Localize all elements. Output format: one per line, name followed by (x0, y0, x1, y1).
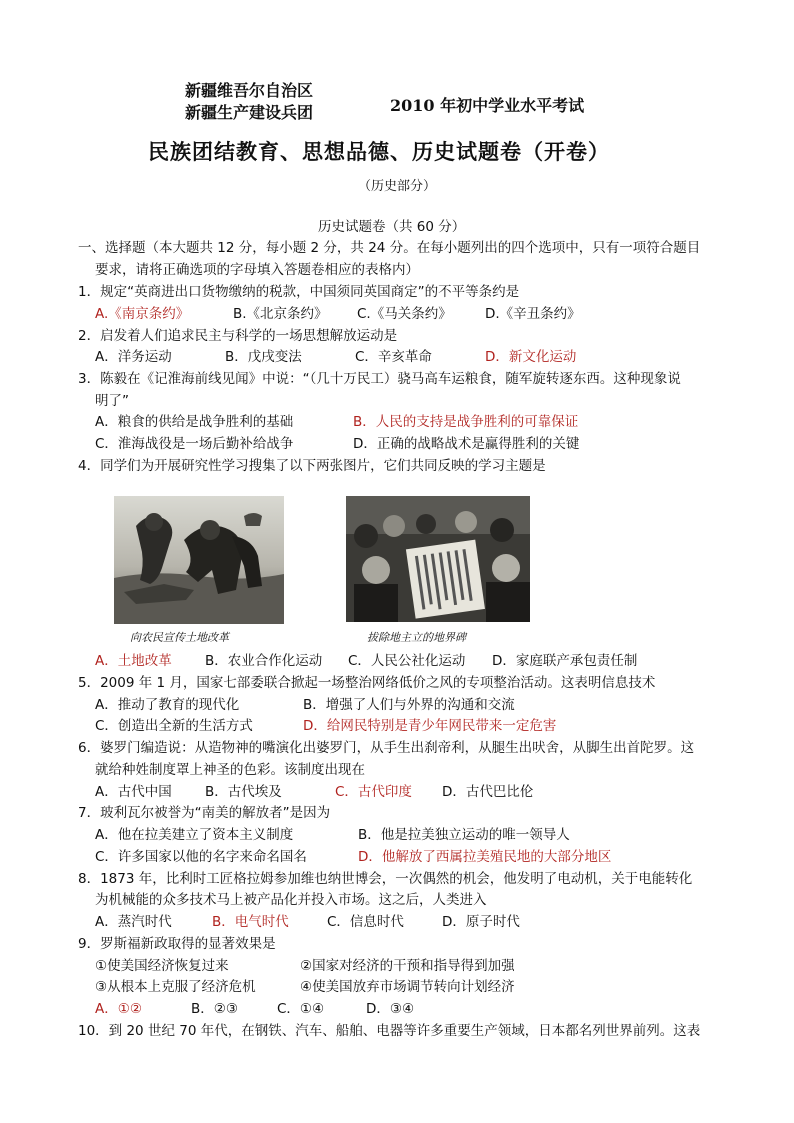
section-intro-line-2: 要求，请将正确选项的字母填入答题卷相应的表格内） (95, 262, 419, 278)
q2-option-d: D．新文化运动 (485, 349, 577, 365)
q4-option-d: D．家庭联产承包责任制 (492, 653, 638, 669)
q1-option-d: D.《辛丑条约》 (485, 306, 581, 322)
page-title: 民族团结教育、思想品德、历史试题卷（开卷） (148, 139, 610, 164)
q3-stem-line-1: 3．陈毅在《记淮海前线见闻》中说：“（几十万民工）骁马高车运粮食，随军旋转逐东西。这种现象说 (78, 371, 681, 387)
section-intro-line-1: 一、选择题（本大题共 12 分，每小题 2 分，共 24 分。在每小题列出的四个选项中，只有一项符合题目 (78, 240, 701, 256)
q3-option-d: D．正确的战略战术是赢得胜利的关键 (353, 436, 580, 452)
q4-option-a: A．土地改革 (95, 653, 172, 669)
photo-caption-2: 拔除地主立的地界碑 (367, 631, 466, 644)
q9-option-d: D．③④ (366, 1001, 415, 1017)
boundary-stone-photo (346, 496, 530, 622)
q9-option-c: C．①④ (277, 1001, 325, 1017)
q6-option-c: C．古代印度 (335, 784, 412, 800)
region-line-2: 新疆生产建设兵团 (185, 103, 314, 122)
q8-option-b: B．电气时代 (212, 914, 289, 930)
q8-stem-line-2: 为机械能的众多技术马上被产品化并投入市场。这之后，人类进入 (95, 892, 487, 908)
part-label: （历史部分） (358, 179, 437, 194)
q10-stem: 10．到 20 世纪 70 年代，在钢铁、汽车、船舶、电器等许多重要生产领域，日本都名列世界前列。这表 (78, 1023, 701, 1039)
q3-option-c: C．淮海战役是一场后勤补给战争 (95, 436, 294, 452)
land-reform-photo (114, 496, 284, 624)
q7-stem: 7．玻利瓦尔被誉为“南美的解放者”是因为 (78, 805, 331, 821)
section-heading: 历史试题卷（共 60 分） (318, 219, 466, 235)
q6-stem-line-2: 就给种姓制度罩上神圣的色彩。该制度出现在 (95, 762, 365, 778)
q5-option-a: A．推动了教育的现代化 (95, 697, 240, 713)
q9-statement-1: ①使美国经济恢复过来 (95, 958, 229, 974)
q7-option-d: D．他解放了西属拉美殖民地的大部分地区 (358, 849, 612, 865)
q2-option-b: B．戊戌变法 (225, 349, 302, 365)
q5-option-d: D．给网民特别是青少年网民带来一定危害 (303, 718, 557, 734)
q1-option-b: B.《北京条约》 (233, 306, 328, 322)
q9-statement-4: ④使美国放弃市场调节转向计划经济 (300, 979, 515, 995)
q8-option-c: C．信息时代 (327, 914, 404, 930)
q1-option-c: C.《马关条约》 (357, 306, 452, 322)
q7-option-b: B．他是拉美独立运动的唯一领导人 (358, 827, 570, 843)
q5-option-b: B．增强了人们与外界的沟通和交流 (303, 697, 515, 713)
q9-stem: 9．罗斯福新政取得的显著效果是 (78, 936, 276, 952)
q8-option-d: D．原子时代 (442, 914, 520, 930)
q6-option-d: D．古代巴比伦 (442, 784, 534, 800)
region-line-1: 新疆维吾尔自治区 (185, 81, 314, 100)
q8-option-a: A．蒸汽时代 (95, 914, 172, 930)
q7-option-a: A．他在拉美建立了资本主义制度 (95, 827, 294, 843)
q2-option-a: A．洋务运动 (95, 349, 172, 365)
q6-option-a: A．古代中国 (95, 784, 172, 800)
q6-option-b: B．古代埃及 (205, 784, 282, 800)
photo-caption-1: 向农民宣传土地改革 (130, 631, 229, 644)
q1-stem: 1．规定“英商进出口货物缴纳的税款，中国须同英国商定”的不平等条约是 (78, 284, 520, 300)
q4-option-b: B．农业合作化运动 (205, 653, 323, 669)
q5-stem: 5．2009 年 1 月，国家七部委联合掀起一场整治网络低价之风的专项整治活动。这表明信息技术 (78, 675, 656, 691)
q5-option-c: C．创造出全新的生活方式 (95, 718, 253, 734)
q2-stem: 2．启发着人们追求民主与科学的一场思想解放运动是 (78, 328, 398, 344)
q4-stem: 4．同学们为开展研究性学习搜集了以下两张图片，它们共同反映的学习主题是 (78, 458, 546, 474)
q9-statement-2: ②国家对经济的干预和指导得到加强 (300, 958, 515, 974)
q9-option-a: A．①② (95, 1001, 142, 1017)
q4-option-c: C．人民公社化运动 (348, 653, 466, 669)
q3-option-a: A．粮食的供给是战争胜利的基础 (95, 414, 294, 430)
q2-option-c: C．辛亥革命 (355, 349, 432, 365)
q8-stem-line-1: 8．1873 年，比利时工匠格拉姆参加维也纳世博会，一次偶然的机会，他发明了电动机，关于电能转化 (78, 871, 693, 887)
q9-statement-3: ③从根本上克服了经济危机 (95, 979, 256, 995)
q6-stem-line-1: 6．婆罗门编造说：从造物神的嘴演化出婆罗门，从手生出刹帝利，从腿生出吠舍，从脚生出首陀罗。这 (78, 740, 695, 756)
q7-option-c: C．许多国家以他的名字来命名国名 (95, 849, 307, 865)
q3-stem-line-2: 明了” (95, 393, 129, 409)
exam-name: 2010 年初中学业水平考试 (390, 96, 585, 115)
q1-option-a: A.《南京条约》 (95, 306, 190, 322)
q9-option-b: B．②③ (191, 1001, 238, 1017)
q3-option-b: B．人民的支持是战争胜利的可靠保证 (353, 414, 579, 430)
